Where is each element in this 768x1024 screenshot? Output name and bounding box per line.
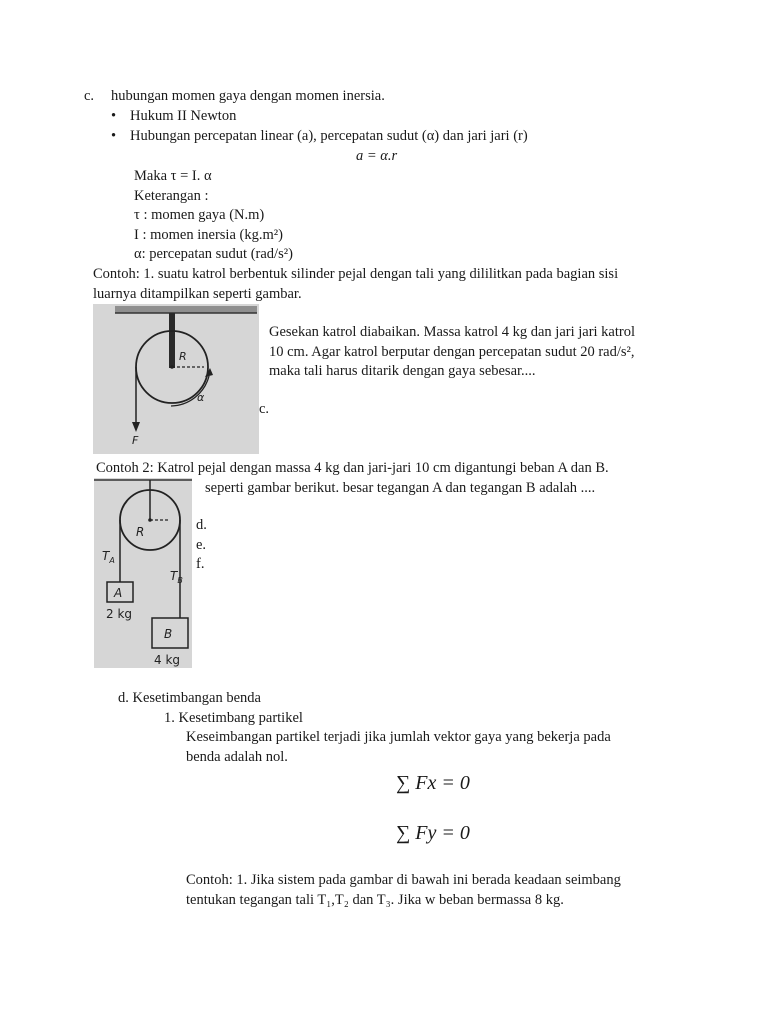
radius-label-2: R [136, 525, 145, 539]
section-c-heading: hubungan momen gaya dengan momen inersia. [111, 88, 385, 104]
section-d-desc-line1: Keseimbangan partikel terjadi jika jumlah vektor gaya yang bekerja pada [186, 729, 611, 745]
example2-line2: seperti gambar berikut. besar tegangan A dan tegangan B adalah .... [205, 480, 596, 496]
pulley-mount [169, 313, 175, 368]
mass-a-label: 2 kg [106, 607, 133, 621]
equation-sum-fx: ∑ Fx = 0 [396, 772, 470, 794]
section-c-letter: c. [84, 88, 95, 104]
example1-text-line2: 10 cm. Agar katrol berputar dengan percepatan sudut 20 rad/s², [269, 344, 635, 360]
example1-line1: Contoh: 1. suatu katrol berbentuk silinder pejal dengan tali yang dililitkan pada bagian sisi [93, 266, 619, 282]
example2-line1: Contoh 2: Katrol pejal dengan massa 4 kg dan jari-jari 10 cm digantungi beban A dan B. [96, 460, 609, 476]
note-torque: τ : momen gaya (N.m) [134, 207, 265, 223]
alpha-label: α [197, 391, 205, 404]
example2-option-d: d. [196, 517, 207, 533]
equation-linear: a = α.r [356, 148, 398, 164]
bullet-item-2: • Hubungan percepatan linear (a), percepatan sudut (α) dan jari jari (r) [130, 127, 528, 145]
section-d-example-line1: Contoh: 1. Jika sistem pada gambar di bawah ini berada keadaan seimbang [186, 872, 621, 888]
ceiling [115, 306, 257, 313]
tension-a-label: $T_A$ [102, 549, 115, 565]
pulley-diagram-1 [93, 304, 259, 454]
block-b-label: B [164, 627, 173, 641]
tension-b-label: $T_B$ [170, 569, 183, 585]
force-label: F [132, 434, 139, 447]
pulley-diagram-2 [94, 478, 192, 668]
note-angular-accel: α: percepatan sudut (rad/s²) [134, 246, 293, 262]
section-d-desc-line2: benda adalah nol. [186, 749, 288, 765]
block-a-label: A [114, 586, 123, 600]
section-d-example-line2: tentukan tegangan tali T₁,T₂ dan T₃. Jika w beban bermassa 8 kg. [186, 892, 564, 908]
equation-torque: Maka τ = I. α [134, 168, 212, 184]
radius-label: R [179, 350, 187, 363]
bullet-item-1: • Hukum II Newton [130, 107, 236, 125]
equation-sum-fy: ∑ Fy = 0 [396, 822, 470, 844]
example2-option-e: e. [196, 537, 207, 553]
section-d-item-1: 1. Kesetimbang partikel [164, 710, 303, 726]
example1-line2: luarnya ditampilkan seperti gambar. [93, 286, 302, 302]
mass-b-label: 4 kg [154, 653, 181, 667]
pulley-figure-2 [94, 478, 192, 668]
pulley-figure-1 [93, 304, 259, 454]
example1-option-c: c. [259, 401, 270, 417]
example2-option-f: f. [196, 556, 205, 572]
section-d-heading: d. Kesetimbangan benda [118, 690, 261, 706]
example1-text-line1: Gesekan katrol diabaikan. Massa katrol 4 kg dan jari jari katrol [269, 324, 636, 340]
keterangan-label: Keterangan : [134, 188, 209, 204]
example1-text-line3: maka tali harus ditarik dengan gaya sebesar.... [269, 363, 536, 379]
note-inertia: I : momen inersia (kg.m²) [134, 227, 283, 243]
